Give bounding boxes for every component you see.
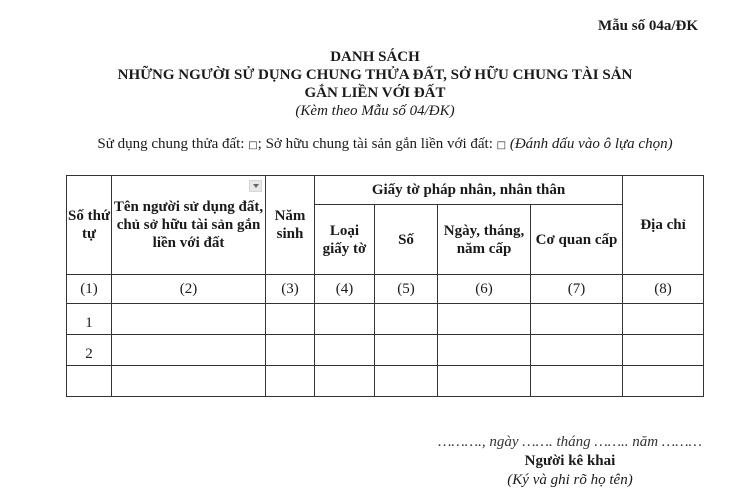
document-title-line2: NHỮNG NGƯỜI SỬ DỤNG CHUNG THỬA ĐẤT, SỞ HỮU CHUNG TÀI SẢN (117, 67, 633, 83)
cell-stt: 2 (67, 335, 112, 366)
cell-stt: 1 (67, 304, 112, 335)
cell-name[interactable] (112, 366, 266, 397)
cell-doc-number[interactable] (375, 304, 438, 335)
header-name (112, 176, 266, 275)
shared-land-label: Sử dụng chung thửa đất: (97, 136, 245, 152)
cell-address[interactable] (623, 366, 704, 397)
cell-doc-type[interactable] (315, 335, 375, 366)
cell-birth-year[interactable] (266, 335, 315, 366)
cell-issue-date[interactable] (438, 304, 531, 335)
header-doc-number: Số (375, 205, 438, 275)
cell-birth-year[interactable] (266, 366, 315, 397)
document-title: DANH SÁCH (330, 49, 420, 65)
table-row (67, 335, 704, 366)
separator: ; (257, 136, 262, 152)
shared-asset-label: Sở hữu chung tài sản gắn liền với đất: (265, 136, 493, 152)
instruction-text: (Đánh dấu vào ô lựa chọn) (509, 136, 673, 152)
column-number: (8) (623, 275, 704, 304)
cell-name[interactable] (112, 304, 266, 335)
signature-note: (Ký và ghi rõ họ tên) (507, 472, 633, 488)
document-title-line3: GẮN LIỀN VỚI ĐẤT (304, 85, 446, 101)
column-number: (2) (112, 275, 266, 304)
document-subtitle: (Kèm theo Mẫu số 04/ĐK) (295, 103, 455, 119)
cell-issuer[interactable] (531, 304, 623, 335)
title-block (0, 48, 750, 121)
column-number-row (67, 275, 704, 304)
signer-title: Người kê khai (524, 453, 616, 469)
cell-issuer[interactable] (531, 335, 623, 366)
header-birth-year: Năm sinh (266, 176, 315, 275)
header-issuer: Cơ quan cấp (531, 205, 623, 275)
cell-name[interactable] (112, 335, 266, 366)
cell-stt (67, 366, 112, 397)
cell-doc-type[interactable] (315, 304, 375, 335)
date-line: ………., ngày ……. tháng …….. năm ……… (438, 434, 702, 450)
column-number: (7) (531, 275, 623, 304)
cell-address[interactable] (623, 304, 704, 335)
column-number: (5) (375, 275, 438, 304)
column-number: (1) (67, 275, 112, 304)
column-number: (4) (315, 275, 375, 304)
header-group-documents: Giấy tờ pháp nhân, nhân thân (315, 176, 623, 205)
cell-address[interactable] (623, 335, 704, 366)
column-number: (3) (266, 275, 315, 304)
header-stt: Số thứ tự (67, 176, 112, 275)
form-code: Mẫu số 04a/ĐK (597, 18, 698, 34)
cell-doc-number[interactable] (375, 335, 438, 366)
header-doc-type: Loại giấy tờ (315, 205, 375, 275)
owners-table (66, 175, 704, 397)
header-address: Địa chỉ (623, 176, 704, 275)
ownership-options (60, 135, 710, 155)
cell-doc-type[interactable] (315, 366, 375, 397)
table-row (67, 366, 704, 397)
dropdown-arrow-icon[interactable] (249, 180, 262, 192)
table-row (67, 304, 704, 335)
cell-issuer[interactable] (531, 366, 623, 397)
cell-birth-year[interactable] (266, 304, 315, 335)
column-number: (6) (438, 275, 531, 304)
header-name-label: Tên người sử dụng đất, chủ sở hữu tài sản gắn liền với đất (113, 199, 264, 251)
cell-issue-date[interactable] (438, 366, 531, 397)
signature-block (380, 432, 750, 490)
cell-doc-number[interactable] (375, 366, 438, 397)
shared-asset-checkbox[interactable]: □ (496, 140, 507, 151)
cell-issue-date[interactable] (438, 335, 531, 366)
header-issue-date: Ngày, tháng, năm cấp (438, 205, 531, 275)
shared-land-checkbox[interactable]: □ (248, 140, 258, 151)
